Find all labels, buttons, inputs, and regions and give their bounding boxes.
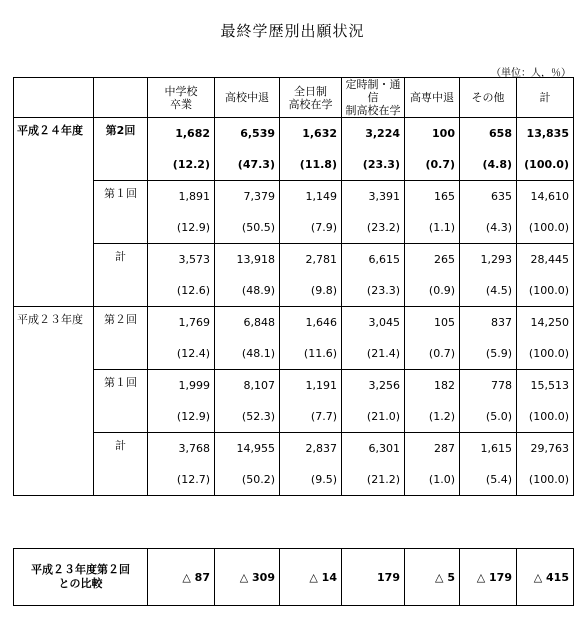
count-cell: 6,848 [215,307,280,339]
count-row [14,307,574,339]
count-cell: 1,615 [460,433,517,465]
count-cell: 13,918 [215,244,280,276]
comparison-cell: △ 179 [460,549,517,606]
count-cell: 1,632 [280,118,342,150]
column-header-line: 高校中退 [225,91,269,104]
percent-cell: (23.3) [342,275,405,307]
count-cell: 7,379 [215,181,280,213]
percent-cell: (4.3) [460,212,517,244]
count-cell: 1,149 [280,181,342,213]
fiscal-year-label: 平成２３年度 [14,307,94,496]
count-cell: 1,682 [148,118,215,150]
percent-cell: (4.8) [460,149,517,181]
comparison-cell: △ 309 [215,549,280,606]
column-header [342,78,405,118]
round-label: 第2回 [94,118,148,181]
column-header [148,78,215,118]
percent-cell: (0.9) [405,275,460,307]
percent-cell: (11.6) [280,338,342,370]
percent-cell: (1.2) [405,401,460,433]
percent-cell: (100.0) [517,149,574,181]
count-cell: 6,539 [215,118,280,150]
comparison-table [13,548,574,606]
count-cell: 2,781 [280,244,342,276]
count-cell: 28,445 [517,244,574,276]
header-corner [14,78,94,118]
application-table [13,77,574,496]
percent-cell: (0.7) [405,149,460,181]
comparison-row [14,549,574,606]
count-cell: 778 [460,370,517,402]
round-label: 第２回 [94,307,148,370]
percent-cell: (12.6) [148,275,215,307]
comparison-label-line: との比較 [58,577,103,590]
round-label: 第１回 [94,181,148,244]
percent-cell: (48.1) [215,338,280,370]
percent-cell: (100.0) [517,275,574,307]
count-cell: 14,250 [517,307,574,339]
count-cell: 635 [460,181,517,213]
percent-cell: (100.0) [517,338,574,370]
count-cell: 2,837 [280,433,342,465]
count-cell: 165 [405,181,460,213]
percent-cell: (0.7) [405,338,460,370]
count-cell: 3,045 [342,307,405,339]
count-cell: 13,835 [517,118,574,150]
column-header-line: 制高校在学 [345,104,401,117]
column-header [460,78,517,118]
percent-cell: (1.1) [405,212,460,244]
percent-cell: (7.7) [280,401,342,433]
percent-cell: (12.2) [148,149,215,181]
count-cell: 1,646 [280,307,342,339]
count-row [14,118,574,150]
percent-cell: (48.9) [215,275,280,307]
count-cell: 14,610 [517,181,574,213]
percent-cell: (9.5) [280,464,342,496]
count-cell: 1,293 [460,244,517,276]
percent-cell: (21.0) [342,401,405,433]
round-label: 計 [94,244,148,307]
column-header [215,78,280,118]
count-cell: 1,191 [280,370,342,402]
column-header-line: 高校在学 [288,97,333,111]
count-cell: 3,768 [148,433,215,465]
column-header-line: 卒業 [170,97,192,111]
count-cell: 8,107 [215,370,280,402]
count-cell: 1,769 [148,307,215,339]
percent-cell: (100.0) [517,212,574,244]
comparison-label-line: 平成２３年度第２回 [31,563,130,576]
count-cell: 287 [405,433,460,465]
percent-cell: (12.9) [148,401,215,433]
count-cell: 29,763 [517,433,574,465]
percent-cell: (21.2) [342,464,405,496]
count-cell: 837 [460,307,517,339]
percent-cell: (7.9) [280,212,342,244]
percent-cell: (12.9) [148,212,215,244]
column-header-line: 中学校 [164,84,198,98]
column-header [405,78,460,118]
unit-note: （単位：人，％） [491,68,571,79]
percent-cell: (100.0) [517,401,574,433]
column-header [280,78,342,118]
column-header-line: 全日制 [294,84,327,98]
count-cell: 658 [460,118,517,150]
percent-cell: (1.0) [405,464,460,496]
percent-cell: (11.8) [280,149,342,181]
percent-cell: (5.0) [460,401,517,433]
percent-cell: (5.4) [460,464,517,496]
round-label: 計 [94,433,148,496]
count-cell: 15,513 [517,370,574,402]
percent-cell: (23.2) [342,212,405,244]
page-title: 最終学歴別出願状況 [220,22,365,40]
comparison-cell: 179 [342,549,405,606]
count-row [14,433,574,465]
fiscal-year-label: 平成２４年度 [14,118,94,307]
count-cell: 3,256 [342,370,405,402]
count-cell: 6,615 [342,244,405,276]
count-row [14,370,574,402]
column-header [517,78,574,118]
header-row [14,78,574,118]
column-header-line: 定時制・通信 [345,78,401,104]
count-cell: 14,955 [215,433,280,465]
percent-cell: (23.3) [342,149,405,181]
percent-cell: (12.4) [148,338,215,370]
count-cell: 6,301 [342,433,405,465]
percent-cell: (50.2) [215,464,280,496]
count-row [14,244,574,276]
comparison-label [14,549,148,606]
count-cell: 3,224 [342,118,405,150]
round-label: 第１回 [94,370,148,433]
percent-cell: (5.9) [460,338,517,370]
count-cell: 182 [405,370,460,402]
comparison-cell: △ 14 [280,549,342,606]
column-header-line: 計 [539,91,551,104]
comparison-cell: △ 415 [517,549,574,606]
count-cell: 3,573 [148,244,215,276]
percent-cell: (52.3) [215,401,280,433]
count-cell: 105 [405,307,460,339]
count-cell: 3,391 [342,181,405,213]
percent-cell: (4.5) [460,275,517,307]
count-cell: 1,999 [148,370,215,402]
comparison-cell: △ 87 [148,549,215,606]
percent-cell: (21.4) [342,338,405,370]
count-row [14,181,574,213]
count-cell: 265 [405,244,460,276]
percent-cell: (47.3) [215,149,280,181]
percent-cell: (9.8) [280,275,342,307]
percent-cell: (100.0) [517,464,574,496]
percent-cell: (50.5) [215,212,280,244]
percent-cell: (12.7) [148,464,215,496]
column-header-line: 高専中退 [410,91,454,104]
count-cell: 1,891 [148,181,215,213]
comparison-cell: △ 5 [405,549,460,606]
header-round [94,78,148,118]
column-header-line: その他 [471,91,505,104]
count-cell: 100 [405,118,460,150]
